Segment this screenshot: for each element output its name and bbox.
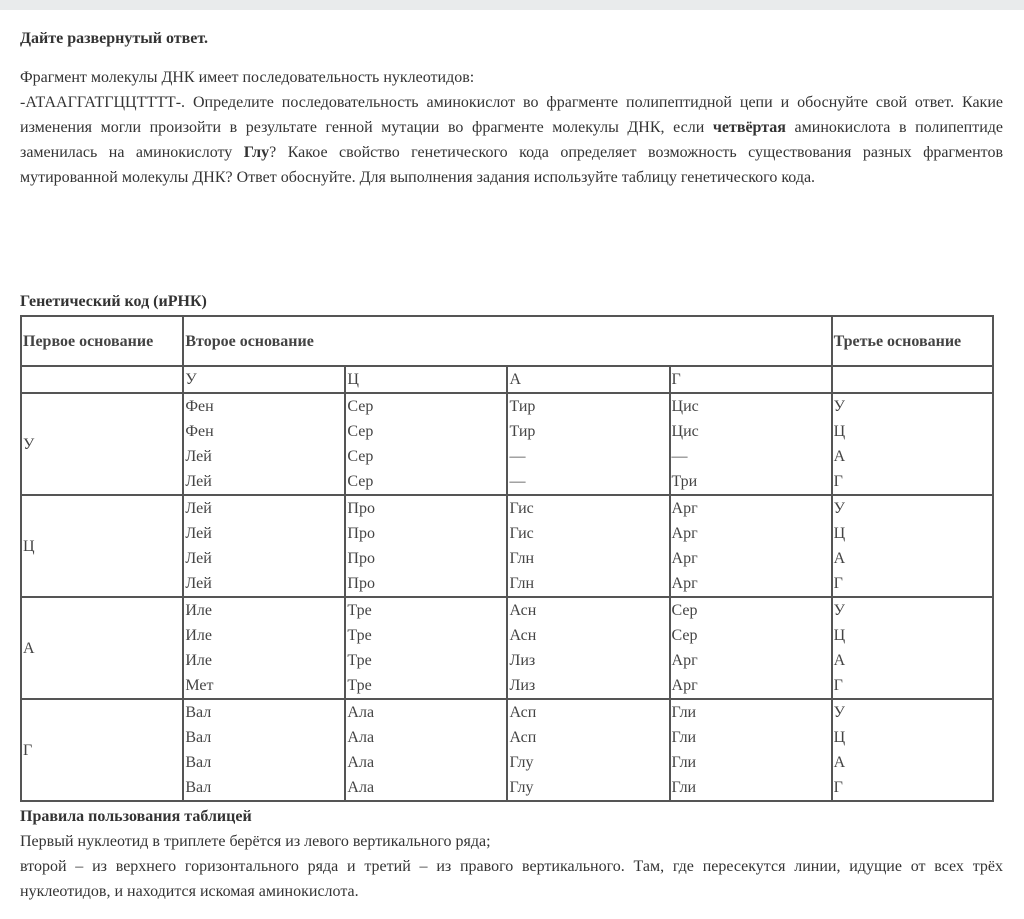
amino-acid: Асн — [509, 627, 537, 644]
amino-acid: Сер — [671, 627, 698, 644]
first-base-cell: Ц — [21, 495, 183, 597]
amino-acid: Лиз — [509, 677, 536, 694]
amino-acid: Арг — [671, 500, 698, 517]
task-header: Дайте развернутый ответ. — [20, 30, 208, 47]
genetic-code-table — [20, 315, 994, 802]
amino-acid: Асн — [509, 602, 537, 619]
rules-section — [20, 804, 1003, 904]
amino-acid: Тре — [347, 602, 372, 619]
amino-acid: Гли — [671, 704, 697, 721]
first-base-cell: У — [21, 393, 183, 495]
third-base-label: Г — [833, 473, 843, 490]
header-first-base: Первое основание — [21, 316, 183, 366]
third-base-cell — [832, 495, 993, 597]
amino-acid: Глу — [509, 754, 534, 771]
amino-acid-cell — [183, 495, 345, 597]
amino-acid: Гли — [671, 754, 697, 771]
third-base-label: Ц — [833, 627, 846, 644]
amino-acid-cell — [670, 393, 832, 495]
amino-acid: Ала — [347, 704, 375, 721]
codon-row-group — [21, 495, 993, 597]
second-base-label: Ц — [345, 366, 507, 393]
third-base-label: А — [833, 754, 846, 771]
amino-acid: Тре — [347, 652, 372, 669]
amino-acid: Ала — [347, 729, 375, 746]
third-base-label: У — [833, 500, 845, 517]
top-bar — [0, 0, 1024, 10]
amino-acid-cell — [345, 597, 507, 699]
third-base-label: Г — [833, 779, 843, 796]
amino-acid: Тир — [509, 398, 536, 415]
amino-acid-cell — [670, 699, 832, 801]
amino-acid: Тир — [509, 423, 536, 440]
third-base-label: Ц — [833, 729, 846, 746]
amino-acid: Сер — [671, 602, 698, 619]
amino-acid: — — [509, 448, 526, 465]
amino-acid: Про — [347, 575, 375, 592]
codon-row-group — [21, 393, 993, 495]
amino-acid: Арг — [671, 525, 698, 542]
second-base-label: У — [183, 366, 345, 393]
amino-acid: Фен — [185, 398, 214, 415]
table-header-row — [21, 316, 993, 366]
amino-acid: Лей — [185, 448, 212, 465]
codon-row-group — [21, 699, 993, 801]
third-base-label: Г — [833, 677, 843, 694]
table-title: Генетический код (иРНК) — [20, 293, 207, 310]
task-text-start: -АТААГГАТГЦЦТТТТ-. Определите последовательность аминокислот во фрагменте полипептидной цепи и обоснуйте свой ответ. Какие изменения могли произойти в результате генной мутации во фрагменте молекулы ДНК, если — [20, 94, 1003, 136]
amino-acid: Арг — [671, 550, 698, 567]
amino-acid: Глн — [509, 575, 535, 592]
rules-title: Правила пользования таблицей — [20, 808, 252, 825]
amino-acid: Мет — [185, 677, 214, 694]
amino-acid: Три — [671, 473, 698, 490]
amino-acid: Гис — [509, 500, 534, 517]
third-base-cell — [832, 393, 993, 495]
header-second-base: Второе основание — [183, 316, 831, 366]
amino-acid: Лей — [185, 473, 212, 490]
amino-acid: Тре — [347, 627, 372, 644]
amino-acid: Асп — [509, 704, 537, 721]
amino-acid: Лиз — [509, 652, 536, 669]
amino-acid: Сер — [347, 473, 374, 490]
task-bold-glu: Глу — [243, 144, 270, 161]
amino-acid: Про — [347, 500, 375, 517]
amino-acid: Лей — [185, 575, 212, 592]
header-third-base: Третье основание — [832, 316, 993, 366]
amino-acid: Фен — [185, 423, 214, 440]
amino-acid: Про — [347, 525, 375, 542]
amino-acid: Ала — [347, 779, 375, 796]
first-base-cell: Г — [21, 699, 183, 801]
second-base-label: Г — [670, 366, 832, 393]
task-text-end: ? Какое свойство генетического кода определяет возможность существования разных фрагментов мутированной молекулы ДНК? Ответ обоснуйте. Для выполнения задания используйте таблицу генетического кода. — [20, 144, 1004, 186]
first-base-cell: А — [21, 597, 183, 699]
amino-acid: Вал — [185, 729, 212, 746]
amino-acid-cell — [345, 699, 507, 801]
amino-acid-cell — [345, 393, 507, 495]
amino-acid-cell — [507, 495, 669, 597]
amino-acid: Гли — [671, 729, 697, 746]
amino-acid: Гис — [509, 525, 534, 542]
third-base-label: Г — [833, 575, 843, 592]
amino-acid-cell — [670, 597, 832, 699]
amino-acid: Глн — [509, 550, 535, 567]
third-base-label: А — [833, 652, 846, 669]
task-text-mid: аминокислота в полипептиде заменилась на аминокислоту — [20, 119, 1004, 161]
task-bold-fourth: четвёртая — [712, 119, 786, 136]
amino-acid: Иле — [185, 652, 213, 669]
third-base-cell — [832, 699, 993, 801]
third-base-label: А — [833, 550, 846, 567]
amino-acid-cell — [507, 393, 669, 495]
amino-acid: Иле — [185, 602, 213, 619]
amino-acid: Цис — [671, 398, 699, 415]
rules-line-2: второй – из верхнего горизонтального ряда и третий – из правого вертикального. Там, где пересекутся линии, идущие от всех трёх нуклеотидов, и находится искомая аминокислота. — [20, 858, 1003, 900]
third-base-label: Ц — [833, 423, 846, 440]
amino-acid: Тре — [347, 677, 372, 694]
amino-acid: Вал — [185, 779, 212, 796]
amino-acid: — — [509, 473, 526, 490]
third-base-label: У — [833, 704, 845, 721]
amino-acid: Арг — [671, 652, 698, 669]
rules-line-1: Первый нуклеотид в триплете берётся из левого вертикального ряда; — [20, 833, 491, 850]
amino-acid: Иле — [185, 627, 213, 644]
amino-acid-cell — [183, 699, 345, 801]
codon-row-group — [21, 597, 993, 699]
task-paragraph — [20, 90, 1003, 190]
third-base-label: А — [833, 448, 846, 465]
second-base-row — [21, 366, 993, 393]
third-base-label: У — [833, 602, 845, 619]
task-body — [20, 65, 1003, 190]
amino-acid: Сер — [347, 398, 374, 415]
empty-cell — [21, 366, 183, 393]
amino-acid: Арг — [671, 677, 698, 694]
third-base-label: У — [833, 398, 845, 415]
task-content — [20, 26, 1003, 190]
amino-acid: Про — [347, 550, 375, 567]
amino-acid: Лей — [185, 500, 212, 517]
amino-acid: Ала — [347, 754, 375, 771]
amino-acid: Лей — [185, 525, 212, 542]
amino-acid-cell — [670, 495, 832, 597]
third-base-label: Ц — [833, 525, 846, 542]
amino-acid-cell — [507, 597, 669, 699]
amino-acid: Вал — [185, 754, 212, 771]
amino-acid-cell — [183, 597, 345, 699]
third-base-cell — [832, 597, 993, 699]
amino-acid: Цис — [671, 423, 699, 440]
amino-acid: Глу — [509, 779, 534, 796]
amino-acid-cell — [507, 699, 669, 801]
empty-cell — [832, 366, 993, 393]
amino-acid: — — [671, 448, 688, 465]
amino-acid: Вал — [185, 704, 212, 721]
amino-acid: Арг — [671, 575, 698, 592]
amino-acid: Сер — [347, 423, 374, 440]
amino-acid: Лей — [185, 550, 212, 567]
second-base-label: А — [507, 366, 669, 393]
amino-acid: Асп — [509, 729, 537, 746]
amino-acid: Сер — [347, 448, 374, 465]
task-line-1: Фрагмент молекулы ДНК имеет последовательность нуклеотидов: — [20, 69, 475, 86]
amino-acid: Гли — [671, 779, 697, 796]
amino-acid-cell — [345, 495, 507, 597]
amino-acid-cell — [183, 393, 345, 495]
